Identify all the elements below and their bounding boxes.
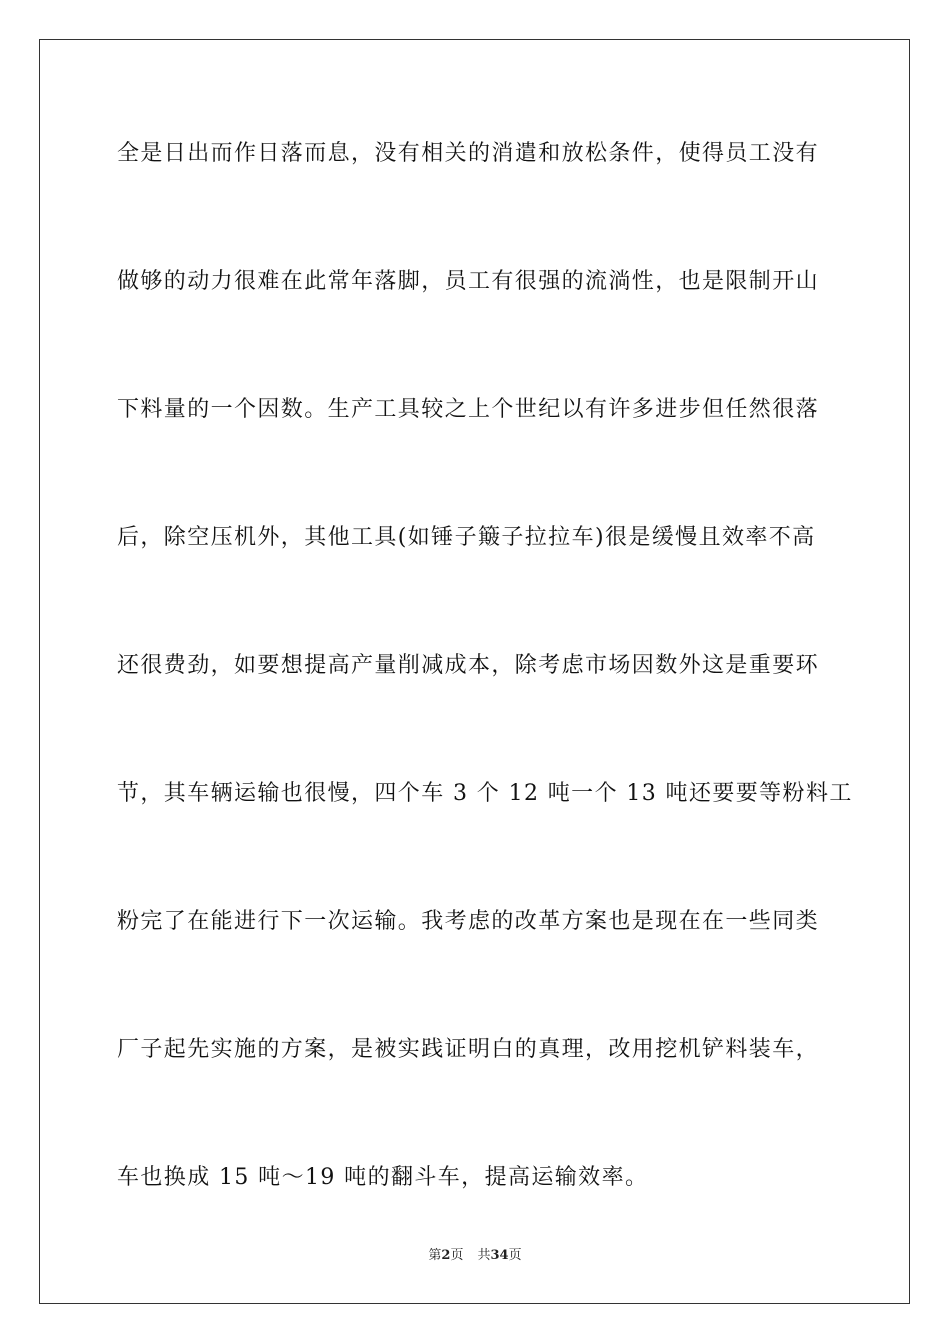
total-label-suffix: 页 — [508, 1248, 522, 1263]
page-label-suffix: 页 — [450, 1248, 464, 1263]
text-line: 粉完了在能进行下一次运输。我考虑的改革方案也是现在在一些同类 — [117, 909, 820, 934]
page-footer — [0, 1247, 950, 1265]
text-line: 还很费劲，如要想提高产量削减成本，除考虑市场因数外这是重要环 — [117, 653, 820, 678]
total-page-count: 34 — [490, 1248, 509, 1263]
page-label-prefix: 第 — [428, 1248, 442, 1263]
text-line: 车也换成 15 吨～19 吨的翻斗车，提高运输效率。 — [117, 1165, 649, 1190]
text-line: 做够的动力很难在此常年落脚，员工有很强的流淌性，也是限制开山 — [117, 269, 820, 294]
text-line: 节，其车辆运输也很慢，四个车 3 个 12 吨一个 13 吨还要要等粉料工 — [117, 781, 853, 806]
text-line: 下料量的一个因数。生产工具较之上个世纪以有许多进步但任然很落 — [117, 397, 820, 422]
text-line: 全是日出而作日落而息，没有相关的消遣和放松条件，使得员工没有 — [117, 141, 820, 166]
total-label-prefix: 共 — [477, 1248, 491, 1263]
document-body — [117, 126, 853, 1278]
text-line: 后，除空压机外，其他工具(如锤子簸子拉拉车)很是缓慢且效率不高 — [117, 525, 816, 550]
text-line: 厂子起先实施的方案，是被实践证明白的真理，改用挖机铲料装车， — [117, 1037, 820, 1062]
current-page-number: 2 — [441, 1248, 451, 1263]
